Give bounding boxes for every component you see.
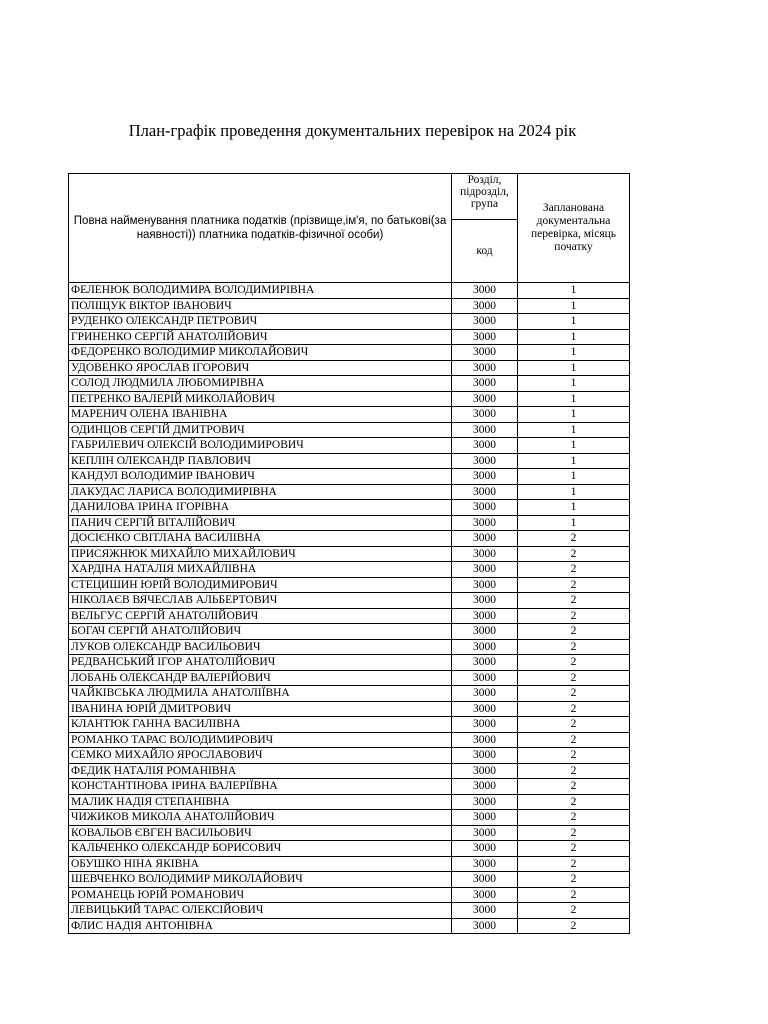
table-row <box>69 314 630 330</box>
code-cell: 3000 <box>452 314 518 330</box>
month-cell: 1 <box>518 407 630 423</box>
table-row <box>69 872 630 888</box>
month-cell: 1 <box>518 329 630 345</box>
code-cell: 3000 <box>452 484 518 500</box>
month-cell: 2 <box>518 810 630 826</box>
month-cell: 1 <box>518 453 630 469</box>
code-cell: 3000 <box>452 593 518 609</box>
table-row <box>69 779 630 795</box>
table-row <box>69 608 630 624</box>
month-cell: 2 <box>518 732 630 748</box>
header-plan-column: Запланована документальна перевірка, місяць початку <box>518 174 630 283</box>
table-row <box>69 531 630 547</box>
table-row <box>69 686 630 702</box>
document-title: План-графік проведення документальних перевірок на 2024 рік <box>128 121 577 140</box>
taxpayer-name-cell: КАЛЬЧЕНКО ОЛЕКСАНДР БОРИСОВИЧ <box>69 841 452 857</box>
code-cell: 3000 <box>452 918 518 934</box>
taxpayer-name-cell: ПАНИЧ СЕРГІЙ ВІТАЛІЙОВИЧ <box>69 515 452 531</box>
month-cell: 2 <box>518 841 630 857</box>
month-cell: 2 <box>518 577 630 593</box>
table-row <box>69 748 630 764</box>
code-cell: 3000 <box>452 438 518 454</box>
code-cell: 3000 <box>452 701 518 717</box>
code-cell: 3000 <box>452 329 518 345</box>
table-row <box>69 422 630 438</box>
code-cell: 3000 <box>452 345 518 361</box>
code-cell: 3000 <box>452 562 518 578</box>
month-cell: 2 <box>518 903 630 919</box>
inspection-schedule-table <box>68 173 630 934</box>
month-cell: 2 <box>518 763 630 779</box>
table-row <box>69 639 630 655</box>
table-row <box>69 283 630 299</box>
month-cell: 2 <box>518 717 630 733</box>
taxpayer-name-cell: ХАРДІНА НАТАЛІЯ МИХАЙЛІВНА <box>69 562 452 578</box>
taxpayer-name-cell: ГРИНЕНКО СЕРГІЙ АНАТОЛІЙОВИЧ <box>69 329 452 345</box>
taxpayer-name-cell: ДАНИЛОВА ІРИНА ІГОРІВНА <box>69 500 452 516</box>
month-cell: 2 <box>518 856 630 872</box>
month-cell: 2 <box>518 794 630 810</box>
code-cell: 3000 <box>452 422 518 438</box>
table-row <box>69 577 630 593</box>
month-cell: 2 <box>518 624 630 640</box>
table-row <box>69 469 630 485</box>
month-cell: 1 <box>518 484 630 500</box>
month-cell: 2 <box>518 593 630 609</box>
taxpayer-name-cell: ФЕДОРЕНКО ВОЛОДИМИР МИКОЛАЙОВИЧ <box>69 345 452 361</box>
taxpayer-name-cell: РЕДВАНСЬКИЙ ІГОР АНАТОЛІЙОВИЧ <box>69 655 452 671</box>
taxpayer-name-cell: КЛАНТЮК ГАННА ВАСИЛІВНА <box>69 717 452 733</box>
taxpayer-name-cell: РУДЕНКО ОЛЕКСАНДР ПЕТРОВИЧ <box>69 314 452 330</box>
taxpayer-name-cell: ЛОБАНЬ ОЛЕКСАНДР ВАЛЕРІЙОВИЧ <box>69 670 452 686</box>
month-cell: 1 <box>518 298 630 314</box>
taxpayer-name-cell: НІКОЛАЄВ ВЯЧЕСЛАВ АЛЬБЕРТОВИЧ <box>69 593 452 609</box>
code-cell: 3000 <box>452 469 518 485</box>
table-row <box>69 546 630 562</box>
table-row <box>69 438 630 454</box>
code-cell: 3000 <box>452 655 518 671</box>
month-cell: 1 <box>518 500 630 516</box>
taxpayer-name-cell: ЛУКОВ ОЛЕКСАНДР ВАСИЛЬОВИЧ <box>69 639 452 655</box>
month-cell: 2 <box>518 655 630 671</box>
month-cell: 2 <box>518 608 630 624</box>
table-row <box>69 360 630 376</box>
taxpayer-name-cell: ФЕДИК НАТАЛІЯ РОМАНІВНА <box>69 763 452 779</box>
table-row <box>69 655 630 671</box>
code-cell: 3000 <box>452 453 518 469</box>
taxpayer-name-cell: ЧИЖИКОВ МИКОЛА АНАТОЛІЙОВИЧ <box>69 810 452 826</box>
month-cell: 2 <box>518 562 630 578</box>
code-cell: 3000 <box>452 639 518 655</box>
taxpayer-name-cell: ПРИСЯЖНЮК МИХАЙЛО МИХАЙЛОВИЧ <box>69 546 452 562</box>
table-row <box>69 903 630 919</box>
code-cell: 3000 <box>452 577 518 593</box>
taxpayer-name-cell: ІВАНИНА ЮРІЙ ДМИТРОВИЧ <box>69 701 452 717</box>
month-cell: 2 <box>518 686 630 702</box>
code-cell: 3000 <box>452 624 518 640</box>
code-cell: 3000 <box>452 283 518 299</box>
month-cell: 1 <box>518 314 630 330</box>
table-body <box>69 283 630 934</box>
taxpayer-name-cell: РОМАНЕЦЬ ЮРІЙ РОМАНОВИЧ <box>69 887 452 903</box>
table-row <box>69 670 630 686</box>
header-code-column: код <box>452 220 518 283</box>
month-cell: 1 <box>518 422 630 438</box>
taxpayer-name-cell: ГАБРИЛЕВИЧ ОЛЕКСІЙ ВОЛОДИМИРОВИЧ <box>69 438 452 454</box>
taxpayer-name-cell: ПОЛІЩУК ВІКТОР ІВАНОВИЧ <box>69 298 452 314</box>
header-section-column: Розділ, підрозділ, група <box>452 174 518 220</box>
taxpayer-name-cell: РОМАНКО ТАРАС ВОЛОДИМИРОВИЧ <box>69 732 452 748</box>
table-row <box>69 856 630 872</box>
taxpayer-name-cell: КАНДУЛ ВОЛОДИМИР ІВАНОВИЧ <box>69 469 452 485</box>
code-cell: 3000 <box>452 686 518 702</box>
table-row <box>69 407 630 423</box>
code-cell: 3000 <box>452 376 518 392</box>
taxpayer-name-cell: МАЛИК НАДІЯ СТЕПАНІВНА <box>69 794 452 810</box>
taxpayer-name-cell: КОВАЛЬОВ ЄВГЕН ВАСИЛЬОВИЧ <box>69 825 452 841</box>
code-cell: 3000 <box>452 903 518 919</box>
month-cell: 2 <box>518 531 630 547</box>
taxpayer-name-cell: ПЕТРЕНКО ВАЛЕРІЙ МИКОЛАЙОВИЧ <box>69 391 452 407</box>
month-cell: 1 <box>518 515 630 531</box>
table-header <box>69 174 630 283</box>
taxpayer-name-cell: ВЕЛЬГУС СЕРГІЙ АНАТОЛІЙОВИЧ <box>69 608 452 624</box>
taxpayer-name-cell: СОЛОД ЛЮДМИЛА ЛЮБОМИРІВНА <box>69 376 452 392</box>
month-cell: 1 <box>518 360 630 376</box>
code-cell: 3000 <box>452 608 518 624</box>
month-cell: 2 <box>518 701 630 717</box>
table-row <box>69 298 630 314</box>
table-row <box>69 763 630 779</box>
code-cell: 3000 <box>452 670 518 686</box>
month-cell: 2 <box>518 670 630 686</box>
month-cell: 2 <box>518 918 630 934</box>
table-row <box>69 887 630 903</box>
code-cell: 3000 <box>452 794 518 810</box>
table-row <box>69 593 630 609</box>
table-row <box>69 484 630 500</box>
taxpayer-name-cell: ФЕЛЕНЮК ВОЛОДИМИРА ВОЛОДИМИРІВНА <box>69 283 452 299</box>
code-cell: 3000 <box>452 779 518 795</box>
table-row <box>69 717 630 733</box>
table-row <box>69 453 630 469</box>
code-cell: 3000 <box>452 360 518 376</box>
month-cell: 2 <box>518 546 630 562</box>
table-row <box>69 825 630 841</box>
month-cell: 1 <box>518 391 630 407</box>
code-cell: 3000 <box>452 515 518 531</box>
month-cell: 1 <box>518 469 630 485</box>
table-row <box>69 810 630 826</box>
taxpayer-name-cell: БОГАЧ СЕРГІЙ АНАТОЛІЙОВИЧ <box>69 624 452 640</box>
table-row <box>69 515 630 531</box>
code-cell: 3000 <box>452 546 518 562</box>
code-cell: 3000 <box>452 391 518 407</box>
taxpayer-name-cell: ФЛИС НАДІЯ АНТОНІВНА <box>69 918 452 934</box>
table-row <box>69 794 630 810</box>
taxpayer-name-cell: МАРЕНИЧ ОЛЕНА ІВАНІВНА <box>69 407 452 423</box>
month-cell: 1 <box>518 345 630 361</box>
taxpayer-name-cell: СЕМКО МИХАЙЛО ЯРОСЛАВОВИЧ <box>69 748 452 764</box>
code-cell: 3000 <box>452 841 518 857</box>
table-row <box>69 376 630 392</box>
month-cell: 2 <box>518 872 630 888</box>
code-cell: 3000 <box>452 856 518 872</box>
table-row <box>69 345 630 361</box>
table-row <box>69 918 630 934</box>
taxpayer-name-cell: ШЕВЧЕНКО ВОЛОДИМИР МИКОЛАЙОВИЧ <box>69 872 452 888</box>
table-row <box>69 624 630 640</box>
code-cell: 3000 <box>452 717 518 733</box>
table-row <box>69 701 630 717</box>
code-cell: 3000 <box>452 748 518 764</box>
month-cell: 1 <box>518 283 630 299</box>
code-cell: 3000 <box>452 763 518 779</box>
month-cell: 2 <box>518 825 630 841</box>
table-row <box>69 732 630 748</box>
code-cell: 3000 <box>452 407 518 423</box>
month-cell: 2 <box>518 639 630 655</box>
month-cell: 2 <box>518 887 630 903</box>
code-cell: 3000 <box>452 500 518 516</box>
taxpayer-name-cell: ДОСІЄНКО СВІТЛАНА ВАСИЛІВНА <box>69 531 452 547</box>
header-name-column: Повна найменування платника податків (прізвище,ім'я, по батькові(за наявності)) платника податків-фізичної особи) <box>69 174 452 283</box>
taxpayer-name-cell: КЕПЛІН ОЛЕКСАНДР ПАВЛОВИЧ <box>69 453 452 469</box>
month-cell: 2 <box>518 748 630 764</box>
taxpayer-name-cell: ЧАЙКІВСЬКА ЛЮДМИЛА АНАТОЛІЇВНА <box>69 686 452 702</box>
taxpayer-name-cell: ЛЕВИЦЬКИЙ ТАРАС ОЛЕКСІЙОВИЧ <box>69 903 452 919</box>
table-row <box>69 841 630 857</box>
month-cell: 1 <box>518 376 630 392</box>
taxpayer-name-cell: КОНСТАНТІНОВА ІРИНА ВАЛЕРІЇВНА <box>69 779 452 795</box>
taxpayer-name-cell: ОДИНЦОВ СЕРГІЙ ДМИТРОВИЧ <box>69 422 452 438</box>
table-row <box>69 562 630 578</box>
code-cell: 3000 <box>452 825 518 841</box>
table-row <box>69 500 630 516</box>
month-cell: 2 <box>518 779 630 795</box>
taxpayer-name-cell: СТЕЦИШИН ЮРІЙ ВОЛОДИМИРОВИЧ <box>69 577 452 593</box>
code-cell: 3000 <box>452 810 518 826</box>
taxpayer-name-cell: ОБУШКО НІНА ЯКІВНА <box>69 856 452 872</box>
code-cell: 3000 <box>452 887 518 903</box>
code-cell: 3000 <box>452 732 518 748</box>
code-cell: 3000 <box>452 872 518 888</box>
code-cell: 3000 <box>452 531 518 547</box>
month-cell: 1 <box>518 438 630 454</box>
table-row <box>69 391 630 407</box>
table-row <box>69 329 630 345</box>
taxpayer-name-cell: ЛАКУДАС ЛАРИСА ВОЛОДИМИРІВНА <box>69 484 452 500</box>
taxpayer-name-cell: УДОВЕНКО ЯРОСЛАВ ІГОРОВИЧ <box>69 360 452 376</box>
code-cell: 3000 <box>452 298 518 314</box>
